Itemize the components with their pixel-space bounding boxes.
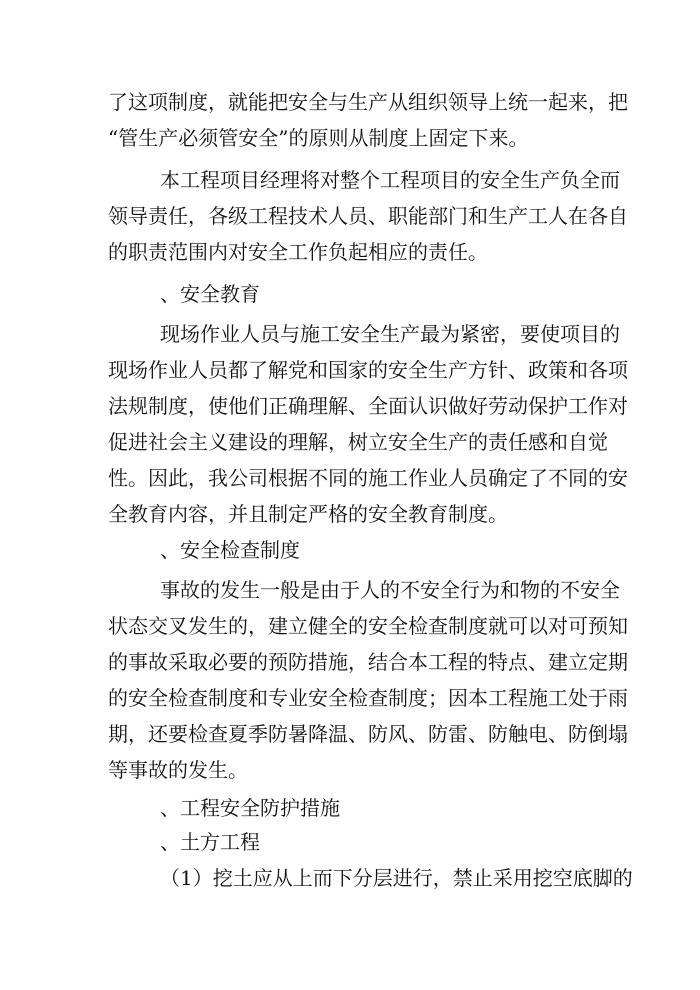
text-line: 状态交叉发生的，建立健全的安全检查制度就可以对可预知 bbox=[108, 614, 628, 638]
text-line: 等事故的发生。 bbox=[108, 758, 248, 782]
section-heading-safety-education: 、安全教育 bbox=[160, 282, 260, 306]
text-line: 现场作业人员都了解党和国家的安全生产方针、政策和各项 bbox=[108, 358, 628, 382]
text-line: 全教育内容，并且制定严格的安全教育制度。 bbox=[108, 502, 508, 526]
text-line: 期，还要检查夏季防暑降温、防风、防雷、防触电、防倒塌 bbox=[108, 722, 628, 746]
section-heading-protection-measures: 、工程安全防护措施 bbox=[160, 796, 340, 820]
text-line: “管生产必须管安全”的原则从制度上固定下来。 bbox=[108, 126, 529, 150]
text-line: 性。因此，我公司根据不同的施工作业人员确定了不同的安 bbox=[108, 466, 628, 490]
text-line: 的安全检查制度和专业安全检查制度；因本工程施工处于雨 bbox=[108, 686, 628, 710]
text-line: 法规制度，使他们正确理解、全面认识做好劳动保护工作对 bbox=[108, 394, 628, 418]
text-line: 了这项制度，就能把安全与生产从组织领导上统一起来，把 bbox=[108, 90, 628, 114]
paragraph-start-line: 事故的发生一般是由于人的不安全行为和物的不安全 bbox=[160, 578, 620, 602]
text-line: 领导责任，各级工程技术人员、职能部门和生产工人在各自 bbox=[108, 204, 628, 228]
text-line: 促进社会主义建设的理解，树立安全生产的责任感和自觉 bbox=[108, 430, 608, 454]
paragraph-start-line: 本工程项目经理将对整个工程项目的安全生产负全而 bbox=[160, 168, 620, 192]
text-line: 的事故采取必要的预防措施，结合本工程的特点、建立定期 bbox=[108, 650, 628, 674]
text-line: 的职责范围内对安全工作负起相应的责任。 bbox=[108, 240, 488, 264]
paragraph-start-line: 现场作业人员与施工安全生产最为紧密，要使项目的 bbox=[160, 322, 620, 346]
numbered-item-line: （1）挖土应从上而下分层进行，禁止采用挖空底脚的 bbox=[160, 866, 633, 890]
section-heading-earthwork: 、土方工程 bbox=[160, 830, 260, 854]
section-heading-safety-inspection: 、安全检查制度 bbox=[160, 538, 300, 562]
